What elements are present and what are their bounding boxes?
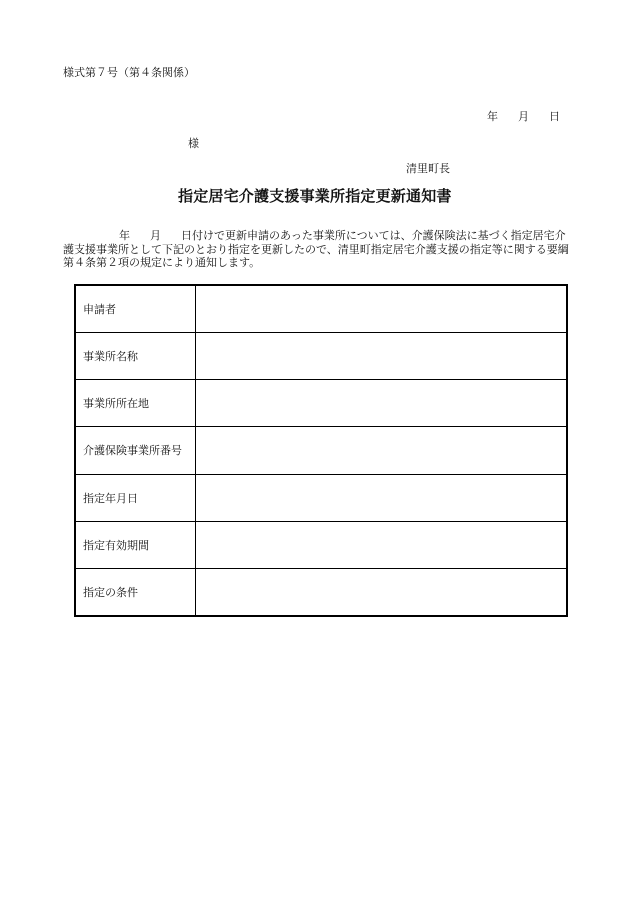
row-label-office-number: 介護保険事業所番号 [75,427,196,474]
body-year: 年 [119,229,130,242]
body-text: 日付けで更新申請のあった事業所については、介護保険法に基づく指定居宅介護支援事業所として下記のとおり指定を更新したので、清里町指定居宅介護支援の指定等に関する要綱第４条第２項の規定により通知します。 [63,229,569,269]
row-value-office-number [196,427,568,474]
row-label-office-name: 事業所名称 [75,333,196,380]
form-code: 様式第７号（第４条関係） [63,66,195,79]
table-row [75,380,567,427]
issuer: 清里町長 [406,162,450,175]
date-line [487,108,560,124]
row-label-designation-date: 指定年月日 [75,474,196,521]
table-row [75,285,567,333]
row-value-applicant [196,285,568,333]
row-label-office-address: 事業所所在地 [75,380,196,427]
table-row [75,521,567,568]
table-row [75,427,567,474]
row-value-office-address [196,380,568,427]
table-row [75,333,567,380]
table-row [75,474,567,521]
row-value-valid-period [196,521,568,568]
table-row [75,568,567,616]
body-paragraph [63,229,573,270]
row-value-office-name [196,333,568,380]
document-title: 指定居宅介護支援事業所指定更新通知書 [178,187,452,205]
date-day: 日 [549,110,560,123]
row-label-applicant: 申請者 [75,285,196,333]
row-label-valid-period: 指定有効期間 [75,521,196,568]
recipient-suffix: 様 [188,137,199,150]
date-month: 月 [518,110,529,123]
info-table [74,284,568,617]
row-value-conditions [196,568,568,616]
row-label-conditions: 指定の条件 [75,568,196,616]
date-year: 年 [487,110,498,123]
row-value-designation-date [196,474,568,521]
body-month: 月 [150,229,161,242]
